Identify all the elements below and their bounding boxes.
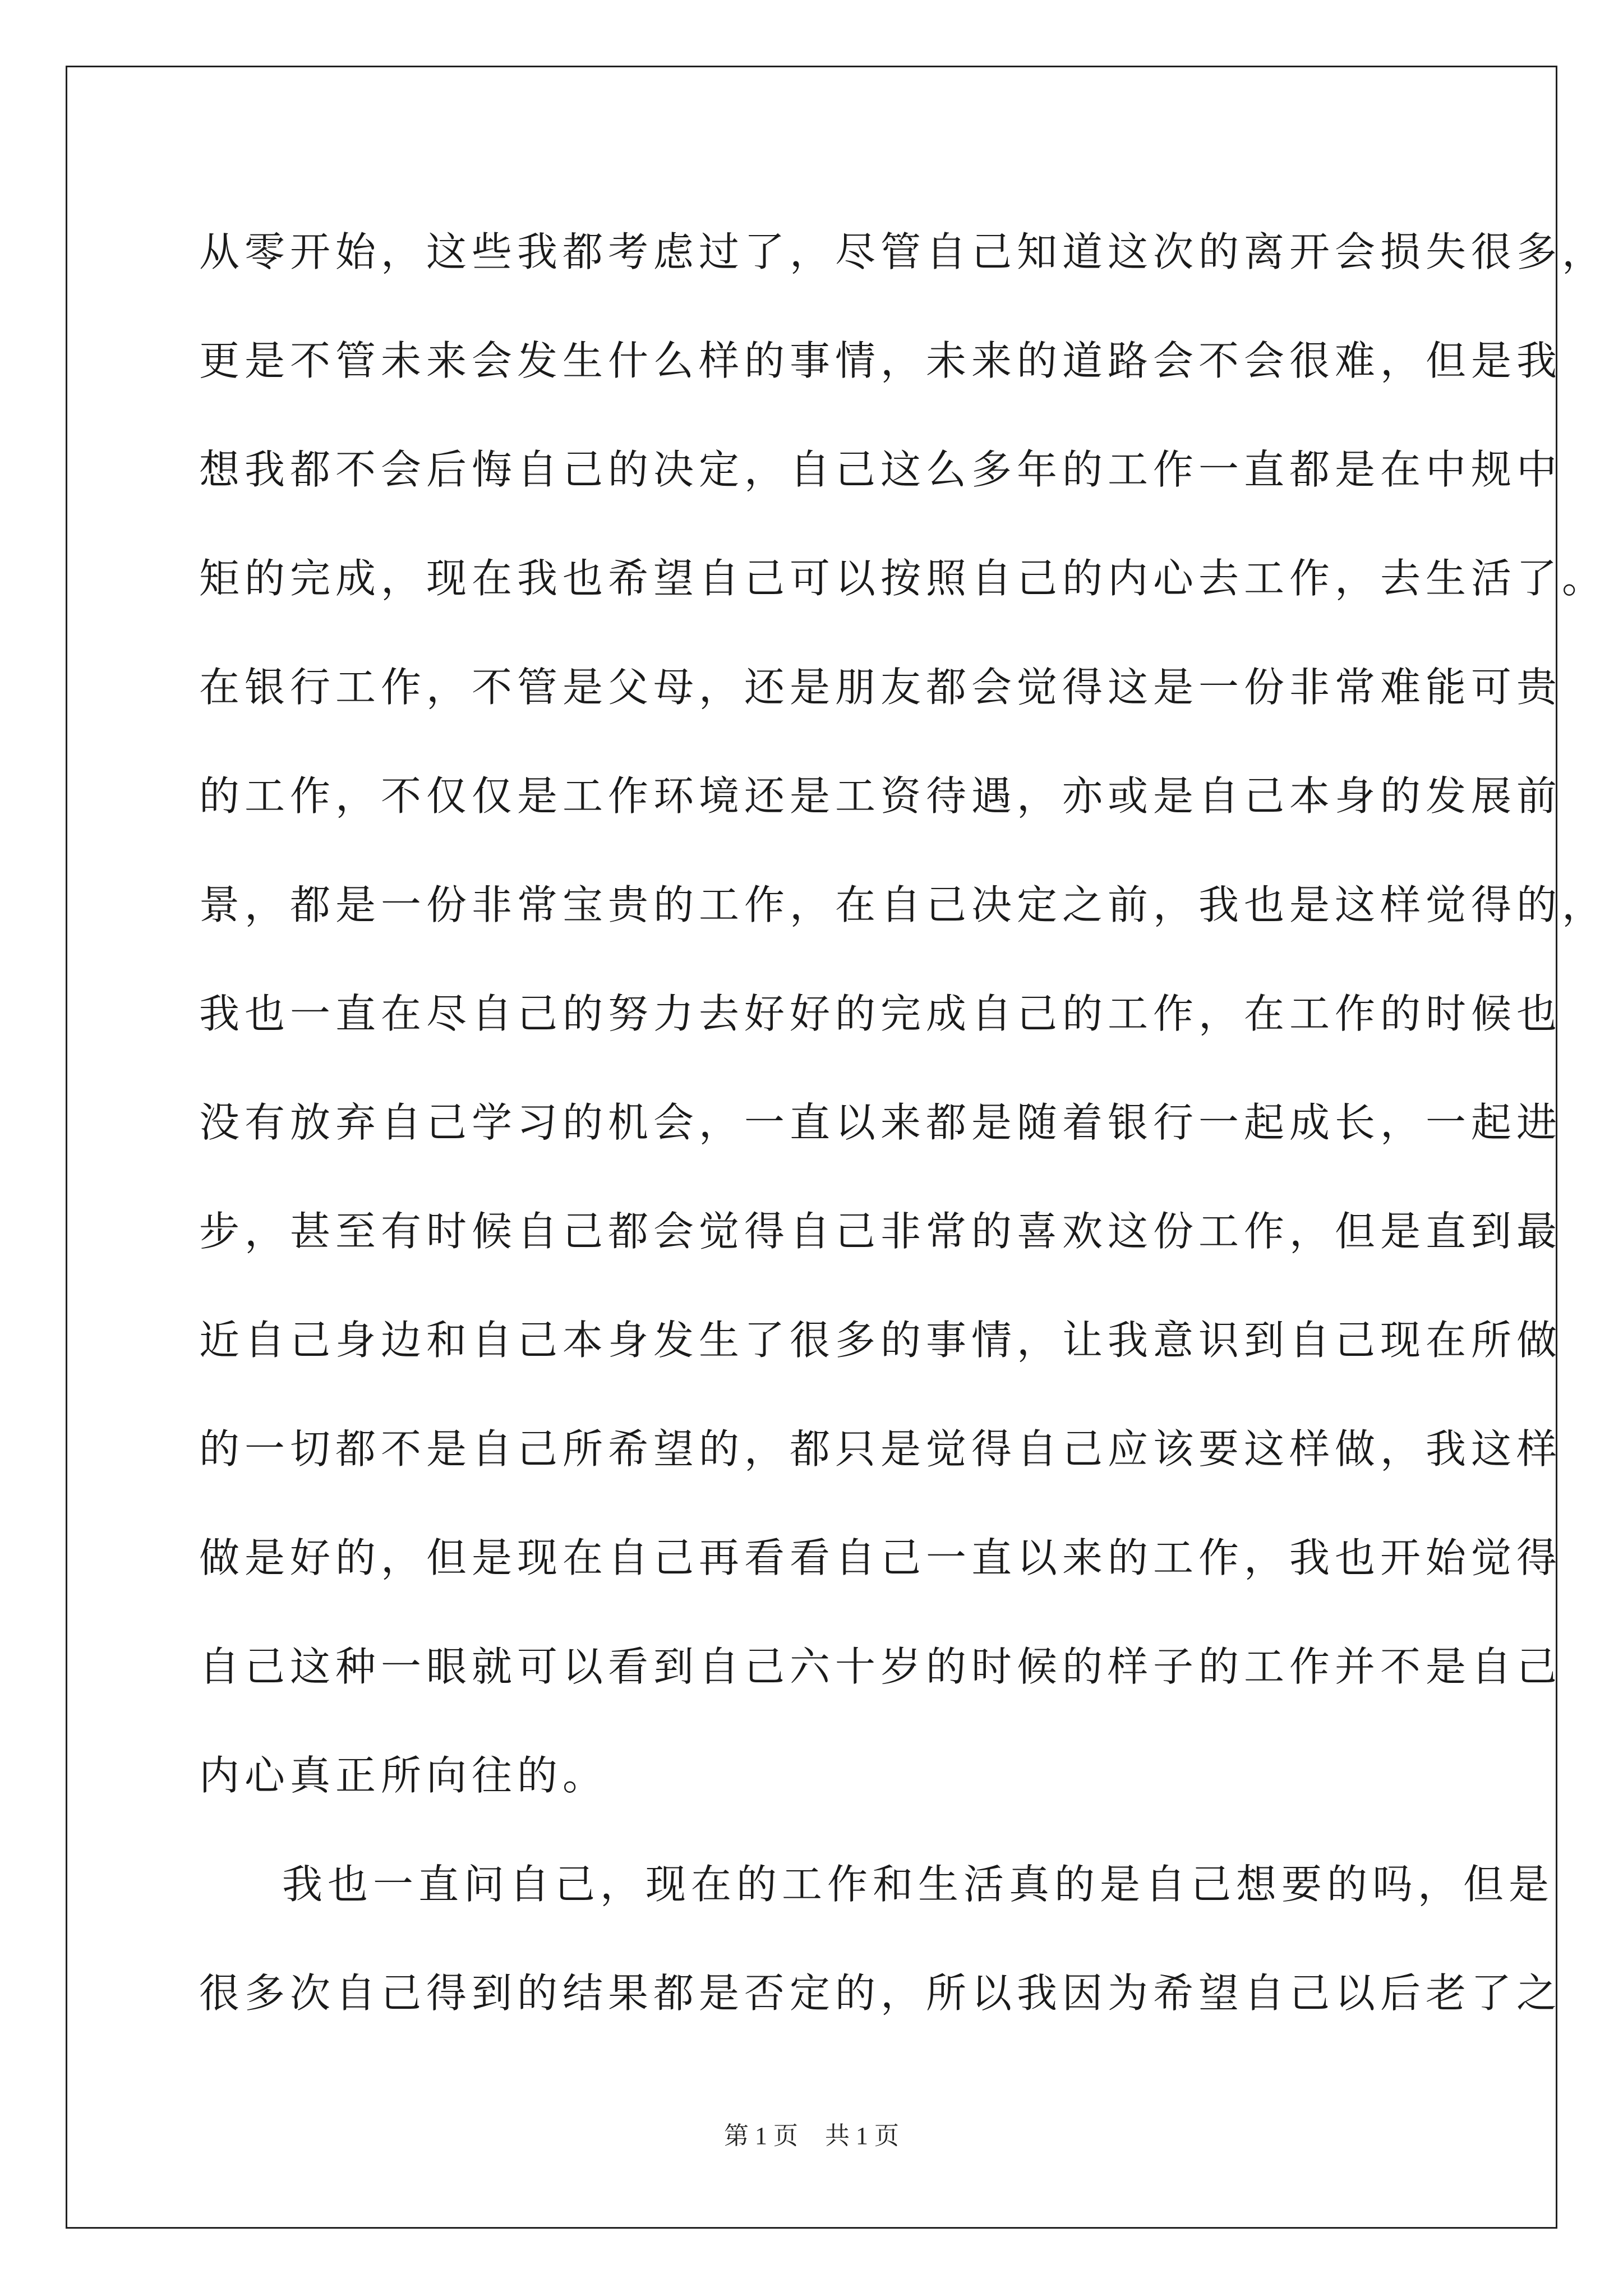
text-line: 矩的完成，现在我也希望自己可以按照自己的内心去工作，去生活了。 [199, 555, 1608, 602]
text-line: 从零开始，这些我都考虑过了，尽管自己知道这次的离开会损失很多， [199, 228, 1608, 275]
text-line: 内心真正所向往的。 [199, 1752, 608, 1799]
page-number-total: 共 1 页 [825, 2122, 899, 2150]
text-line: 的一切都不是自己所希望的，都只是觉得自己应该要这样做，我这样 [199, 1425, 1562, 1473]
page-footer [0, 2119, 1623, 2153]
text-line: 近自己身边和自己本身发生了很多的事情，让我意识到自己现在所做 [199, 1317, 1562, 1364]
text-line: 想我都不会后悔自己的决定，自己这么多年的工作一直都是在中规中 [199, 446, 1562, 493]
text-line: 在银行工作，不管是父母，还是朋友都会觉得这是一份非常难能可贵 [199, 664, 1562, 711]
page-number-current: 第 1 页 [724, 2122, 798, 2150]
text-line: 没有放弃自己学习的机会，一直以来都是随着银行一起成长，一起进 [199, 1099, 1562, 1146]
paragraph-first-line: 我也一直问自己，现在的工作和生活真的是自己想要的吗，但是 [282, 1861, 1555, 1908]
text-line: 自己这种一眼就可以看到自己六十岁的时候的样子的工作并不是自己 [199, 1643, 1562, 1690]
text-line: 我也一直在尽自己的努力去好好的完成自己的工作，在工作的时候也 [199, 990, 1562, 1037]
document-body [199, 197, 1608, 2047]
text-line: 做是好的，但是现在自己再看看自己一直以来的工作，我也开始觉得 [199, 1534, 1562, 1581]
text-line: 很多次自己得到的结果都是否定的，所以我因为希望自己以后老了之 [199, 1970, 1562, 2017]
text-line: 的工作，不仅仅是工作环境还是工资待遇，亦或是自己本身的发展前 [199, 772, 1562, 820]
text-line: 景，都是一份非常宝贵的工作，在自己决定之前，我也是这样觉得的， [199, 881, 1608, 928]
text-line: 更是不管未来会发生什么样的事情，未来的道路会不会很难，但是我 [199, 337, 1562, 384]
text-line: 步，甚至有时候自己都会觉得自己非常的喜欢这份工作，但是直到最 [199, 1208, 1562, 1255]
